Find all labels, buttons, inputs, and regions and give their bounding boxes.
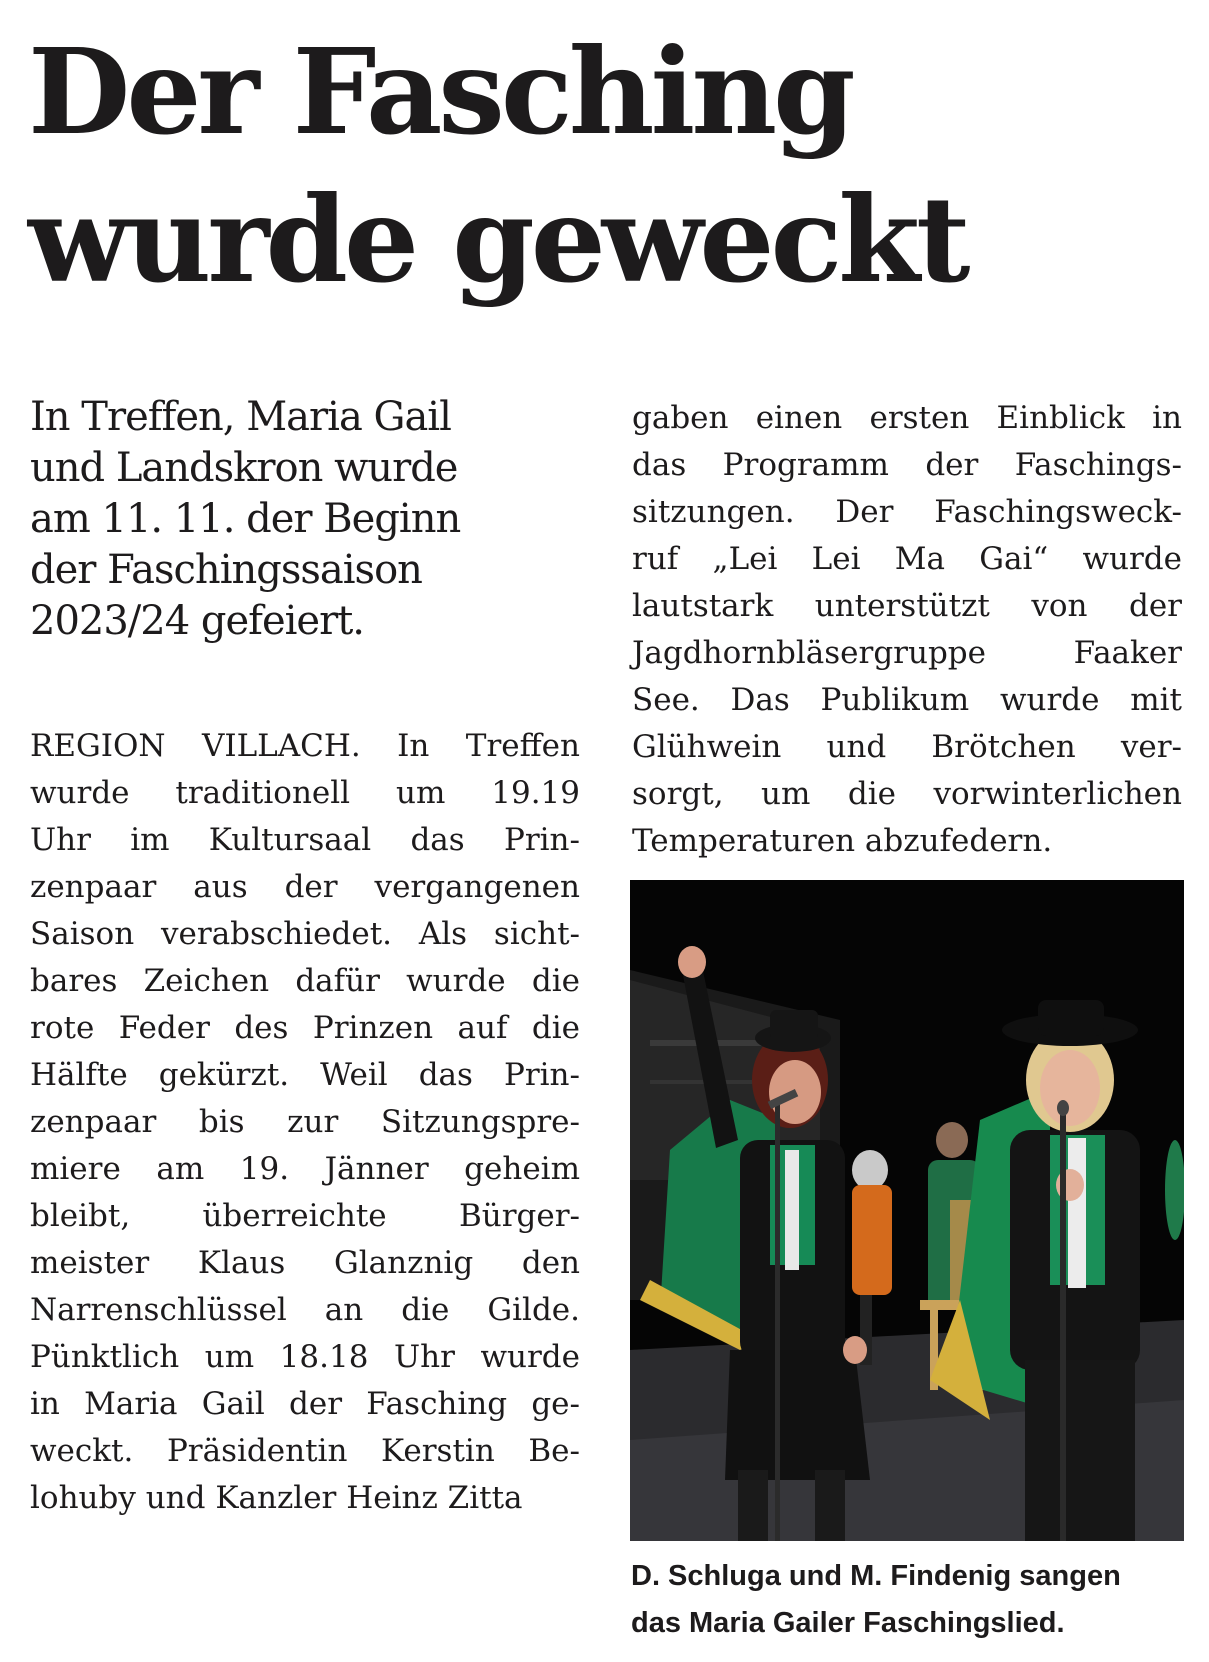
body-line: weckt. Präsidentin Kerstin Be- [30,1433,580,1469]
body-line: bleibt, überreichte Bürger- [30,1198,580,1234]
lead-line: und Landskron wurde [30,445,458,491]
body-line: Uhr im Kultursaal das Prin- [30,822,580,858]
body-line: Temperaturen abzufedern. [632,823,1053,859]
photo-caption [631,1553,1191,1647]
body-line: rote Feder des Prinzen auf die [30,1010,580,1046]
body-line: zenpaar bis zur Sitzungspre- [30,1104,580,1140]
headline-line-2: wurde geweckt [28,170,967,309]
body-line: ruf „Lei Lei Ma Gai“ wurde [632,541,1182,577]
photo-illustration [630,880,1184,1541]
body-line: wurde traditionell um 19.19 [30,775,580,811]
body-line: Jagdhornbläsergruppe Faaker [632,635,1182,671]
body-column-right [632,395,1182,865]
headline [28,18,1198,314]
lead-line: In Treffen, Maria Gail [30,394,451,440]
headline-line-1: Der Fasching [28,22,852,161]
caption-line-2: das Maria Gailer Faschingslied. [631,1607,1065,1639]
body-line: sitzungen. Der Faschingsweck- [632,494,1182,530]
body-line: Pünktlich um 18.18 Uhr wurde [30,1339,580,1375]
lead-line: der Faschingssaison [30,547,422,593]
body-line: See. Das Publikum wurde mit [632,682,1182,718]
body-column-left [30,723,580,1522]
body-line: bares Zeichen dafür wurde die [30,963,580,999]
body-line: meister Klaus Glanznig den [30,1245,580,1281]
body-line: Glühwein und Brötchen ver- [632,729,1182,765]
body-line: miere am 19. Jänner geheim [30,1151,580,1187]
body-line: zenpaar aus der vergangenen [30,869,580,905]
lead-line: 2023/24 gefeiert. [30,598,365,644]
body-line: das Programm der Faschings- [632,447,1182,483]
body-line: lautstark unterstützt von der [632,588,1182,624]
lead-line: am 11. 11. der Beginn [30,496,461,542]
body-line: lohuby und Kanzler Heinz Zitta [30,1480,523,1516]
lead-paragraph [30,392,590,647]
caption-line-1: D. Schluga und M. Findenig sangen [631,1560,1121,1592]
body-line: Hälfte gekürzt. Weil das Prin- [30,1057,580,1093]
body-paragraph-left [30,723,580,1522]
article-photo [630,880,1184,1541]
body-line: sorgt, um die vorwinterlichen [632,776,1182,812]
body-line: in Maria Gail der Fasching ge- [30,1386,580,1422]
body-paragraph-right [632,395,1182,865]
body-line: gaben einen ersten Einblick in [632,400,1182,436]
body-line: Narrenschlüssel an die Gilde. [30,1292,580,1328]
body-line: REGION VILLACH. In Treffen [30,728,580,764]
body-line: Saison verabschiedet. Als sicht- [30,916,580,952]
